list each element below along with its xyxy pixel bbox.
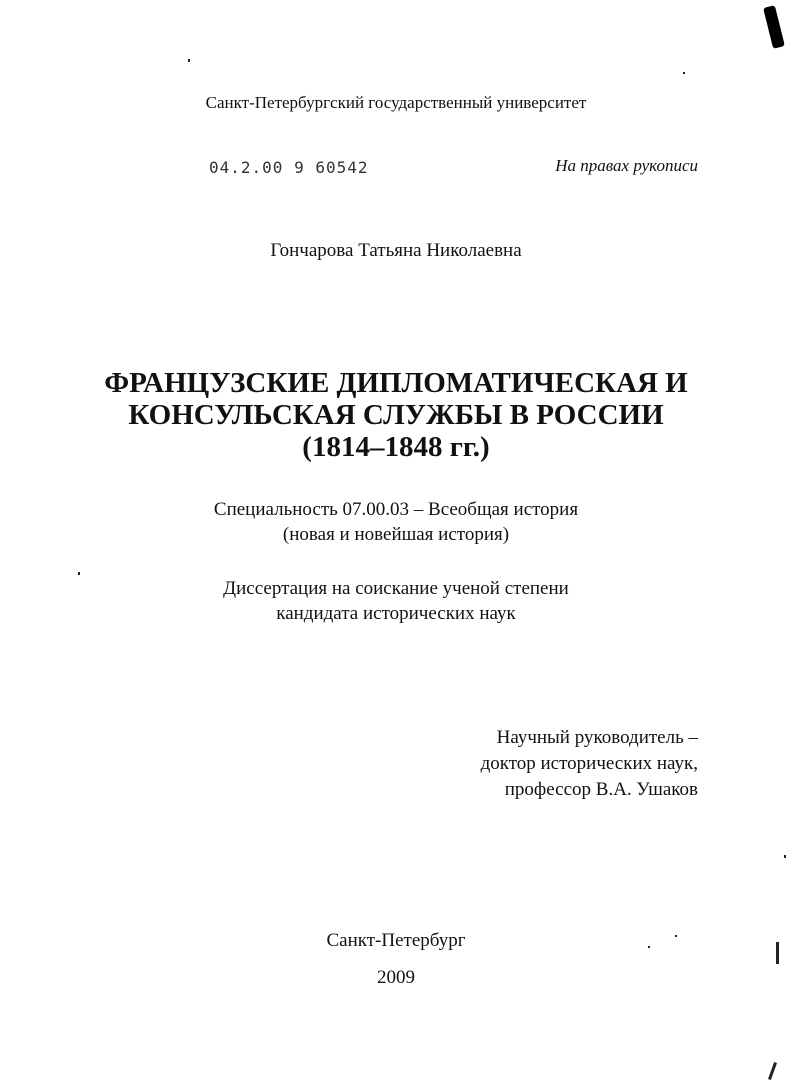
supervisor-line: доктор исторических наук, xyxy=(480,753,698,774)
supervisor-line: Научный руководитель – xyxy=(496,727,698,748)
author-name: Гончарова Татьяна Николаевна xyxy=(270,240,522,261)
specialty-block xyxy=(0,497,792,547)
supervisor-line: профессор В.А. Ушаков xyxy=(504,779,698,800)
title-line: (1814–1848 гг.) xyxy=(302,431,490,463)
scan-mark xyxy=(763,5,785,49)
year: 2009 xyxy=(377,967,415,988)
dissertation-title xyxy=(0,367,792,463)
specialty-line: (новая и новейшая история) xyxy=(282,524,510,545)
dissertation-degree-block xyxy=(0,576,792,626)
scan-speck xyxy=(776,942,779,964)
specialty-line: Специальность 07.00.03 – Всеобщая история xyxy=(213,499,579,520)
manuscript-rights-note: На правах рукописи xyxy=(555,156,698,175)
scan-speck xyxy=(675,935,677,937)
scan-speck xyxy=(78,572,80,575)
city: Санкт-Петербург xyxy=(326,930,466,951)
scan-speck xyxy=(784,855,786,858)
supervisor-block xyxy=(481,725,698,803)
title-line: ФРАНЦУЗСКИЕ ДИПЛОМАТИЧЕСКАЯ И xyxy=(104,367,688,399)
registration-stamp: 04.2.00 9 60542 xyxy=(209,158,369,177)
scan-speck xyxy=(683,72,685,74)
degree-line: кандидата исторических наук xyxy=(276,603,516,624)
university-name: Санкт-Петербургский государственный университет xyxy=(205,93,587,112)
scan-speck xyxy=(648,946,650,948)
title-line: КОНСУЛЬСКАЯ СЛУЖБЫ В РОССИИ xyxy=(128,399,664,431)
scan-speck xyxy=(188,59,190,62)
degree-line: Диссертация на соискание ученой степени xyxy=(223,578,569,599)
scan-speck xyxy=(768,1062,777,1080)
